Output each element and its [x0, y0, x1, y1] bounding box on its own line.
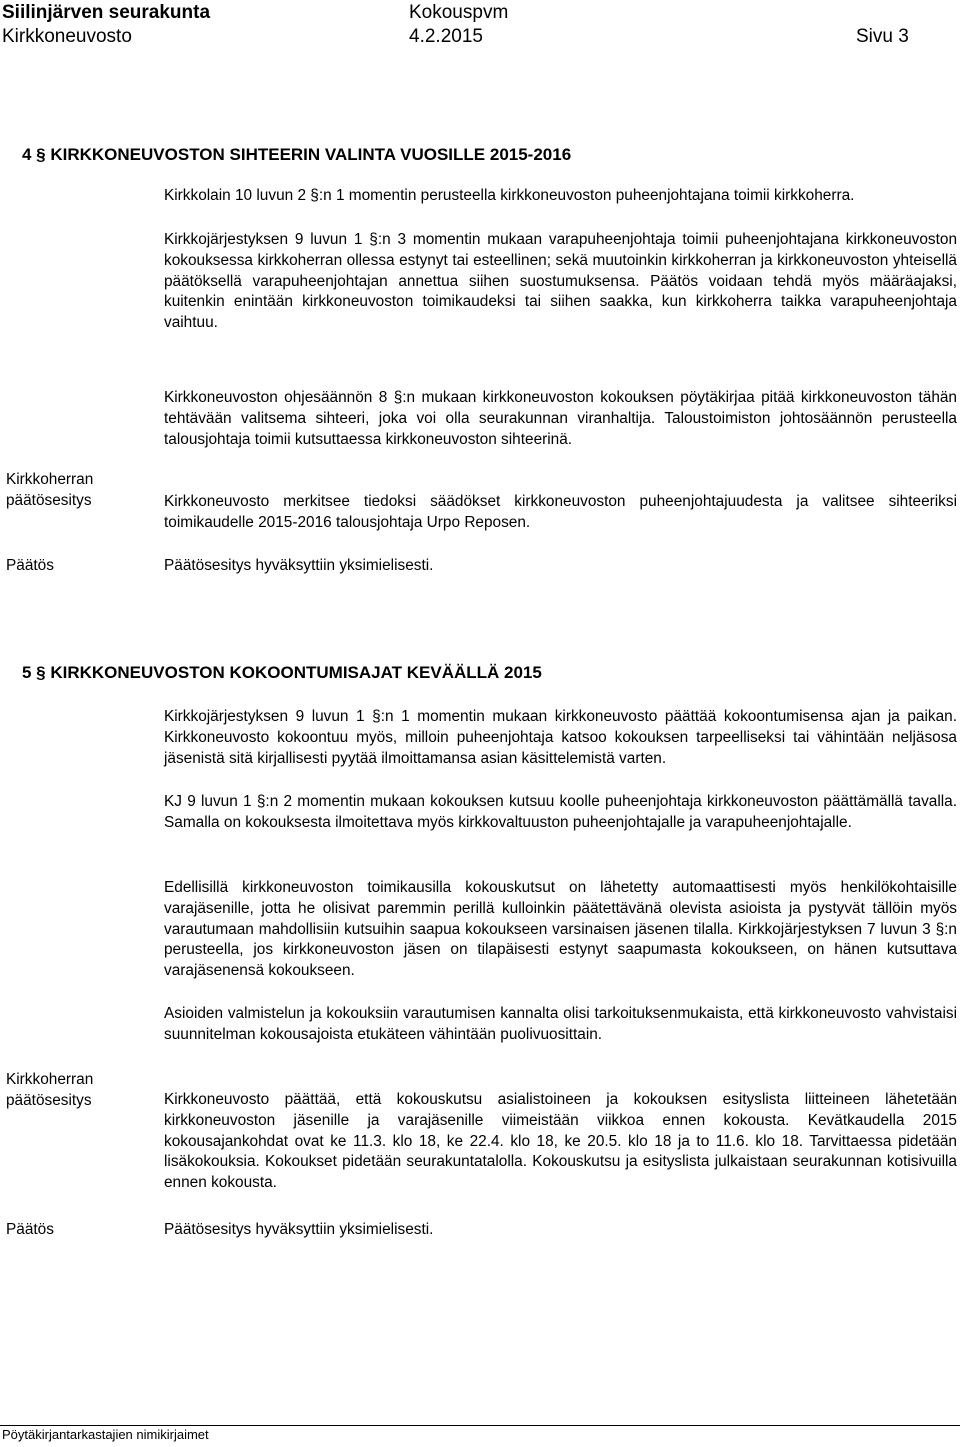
section-4-decision-label: Päätös: [6, 557, 54, 574]
section-4-proposal-label: Kirkkoherran päätösesitys: [6, 471, 94, 509]
section-5-proposal-label: Kirkkoherran päätösesitys: [6, 1071, 94, 1109]
section-5-decision-label: Päätös: [6, 1221, 54, 1238]
page-number: Sivu 3: [856, 26, 909, 47]
section-5-title: 5 § KIRKKONEUVOSTON KOKOONTUMISAJAT KEVÄÄLLÄ 2015: [22, 663, 542, 682]
section-4-decision: Päätösesitys hyväksyttiin yksimielisesti.: [164, 557, 434, 574]
meeting-date-label: Kokouspvm: [409, 2, 509, 23]
section-5-paragraph-3: Edellisillä kirkkoneuvoston toimikausilla kokouskutsut on lähetetty automaattisesti myös henkilökohtaisille varajäsenille, jotta he olisivat paremmin perillä kulloinkin päätettävänä olevista asioista ja pystyvät tällöin myös varautumaan mahdollisiin kutsuihin saapua kokoukseen varsinaisen jäsenen tilalla. Kirkkojärjestyksen 7 luvun 3 §:n perusteella, jos kirkkoneuvoston jäsen on tilapäisesti estynyt saapumasta kokoukseen, on hänen kutsuttava varajäsenensä kokoukseen.: [164, 879, 957, 980]
section-5-paragraph-4: Asioiden valmistelun ja kokouksiin varautumisen kannalta olisi tarkoituksenmukaista, että kirkkoneuvosto vahvistaisi suunnitelman kokousajoista etukäteen vähintään puolivuosittain.: [164, 1005, 957, 1043]
meeting-date: 4.2.2015: [409, 26, 483, 47]
section-4-title: 4 § KIRKKONEUVOSTON SIHTEERIN VALINTA VUOSILLE 2015-2016: [22, 145, 572, 164]
section-5-decision: Päätösesitys hyväksyttiin yksimielisesti.: [164, 1221, 434, 1238]
footer-initials-label: Pöytäkirjantarkastajien nimikirjaimet: [2, 1427, 209, 1442]
section-4-paragraph-2: Kirkkojärjestyksen 9 luvun 1 §:n 3 momentin mukaan varapuheenjohtaja toimii puheenjohtajana kirkkoneuvoston kokouksessa kirkkoherran ollessa estynyt tai esteellinen; sekä muutoinkin kirkkoherran ja kirkkoneuvoston yhteisellä päätöksellä varapuheenjohtajan annettua siihen suostumuksensa. Päätös voidaan tehdä myös määräajaksi, kuitenkin enintään kirkkoneuvoston toimikaudeksi tai siihen saakka, kun kirkkoherra taikka varapuheenjohtaja vaihtuu.: [164, 231, 957, 332]
section-4-proposal: Kirkkoneuvosto merkitsee tiedoksi säädökset kirkkoneuvoston puheenjohtajuudesta ja valitsee sihteeriksi toimikaudelle 2015-2016 talousjohtaja Urpo Reposen.: [164, 493, 957, 531]
body-name: Kirkkoneuvosto: [2, 26, 132, 47]
section-4-paragraph-1: Kirkkolain 10 luvun 2 §:n 1 momentin perusteella kirkkoneuvoston puheenjohtajana toimii kirkkoherra.: [164, 187, 855, 204]
section-5-paragraph-2: KJ 9 luvun 1 §:n 2 momentin mukaan kokouksen kutsuu koolle puheenjohtaja kirkkoneuvoston päättämällä tavalla. Samalla on kokouksesta ilmoitettava myös kirkkovaltuuston puheenjohtajalle ja varapuheenjohtajalle.: [164, 793, 957, 831]
organization-name: Siilinjärven seurakunta: [2, 2, 211, 23]
section-5-proposal: Kirkkoneuvosto päättää, että kokouskutsu asialistoineen ja kokouksen esityslista liitteineen lähetetään kirkkoneuvoston jäsenille ja varajäsenille viimeistään viikkoa ennen kokousta. Kevätkaudella 2015 kokousajankohdat ovat ke 11.3. klo 18, ke 22.4. klo 18, ke 20.5. klo 18 ja to 11.6. klo 18. Tarvittaessa pidetään lisäkokouksia. Kokoukset pidetään seurakuntatalolla. Kokouskutsu ja esityslista julkaistaan seurakunnan kotisivuilla ennen kokousta.: [164, 1091, 957, 1192]
section-5-paragraph-1: Kirkkojärjestyksen 9 luvun 1 §:n 1 momentin mukaan kirkkoneuvosto päättää kokoontumisensa ajan ja paikan. Kirkkoneuvosto kokoontuu myös, milloin puheenjohtaja katsoo kokouksen tarpeelliseksi tai vähintään neljäsosa jäsenistä sitä kirjallisesti pyytää ilmoittamansa asian käsittelemistä varten.: [164, 708, 957, 767]
footer-divider: [0, 1425, 960, 1426]
section-4-paragraph-3: Kirkkoneuvoston ohjesäännön 8 §:n mukaan kirkkoneuvoston kokouksen pöytäkirjaa pitää kirkkoneuvoston tähän tehtävään valitsema sihteeri, joka voi olla seurakunnan viranhaltija. Taloustoimiston johtosäännön perusteella talousjohtaja toimii kutsuttaessa kirkkoneuvoston sihteerinä.: [164, 389, 957, 448]
